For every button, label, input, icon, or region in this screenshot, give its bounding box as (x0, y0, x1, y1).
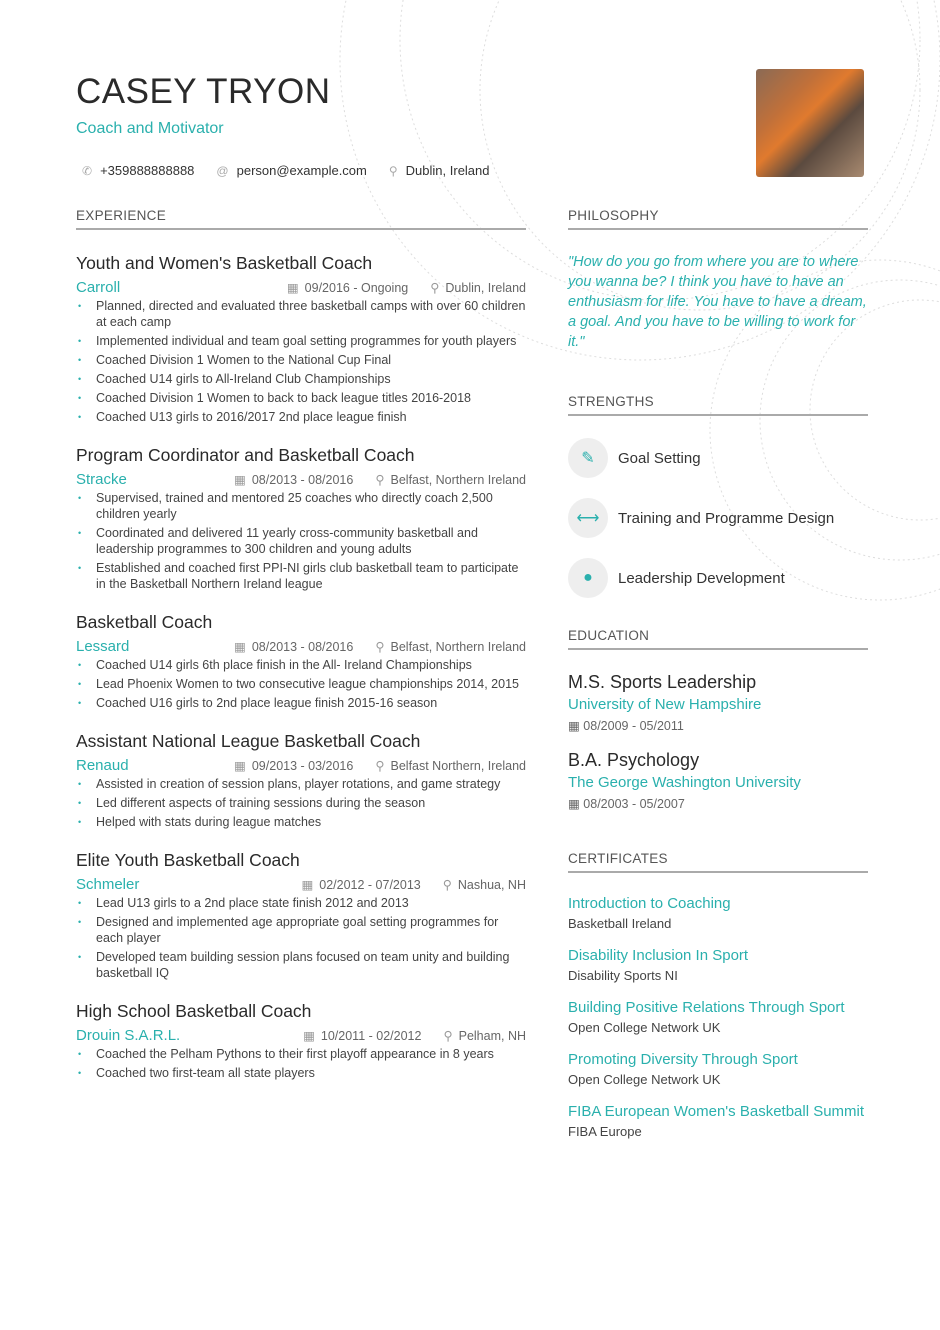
location (389, 163, 490, 178)
candidate-name: CASEY TRYON (76, 72, 331, 111)
job-location (375, 639, 526, 654)
left-column (76, 208, 526, 1100)
job-entry (76, 252, 526, 425)
bullet-item: • Established and coached first PPI-NI girls club basketball team to participate in the Basketball Northern Ireland league (76, 560, 526, 592)
bullet-item: • Coached U14 girls to All-Ireland Club Championships (76, 371, 526, 387)
job-title: Elite Youth Basketball Coach (76, 850, 300, 870)
dumbbell-icon: ⟷ (568, 498, 608, 538)
education-list (568, 672, 868, 811)
strength-label: Goal Setting (618, 449, 701, 467)
certificate-title: Building Positive Relations Through Sport (568, 999, 845, 1016)
job-bullets (76, 895, 526, 981)
profile-photo (756, 69, 864, 177)
bullet-item: • Planned, directed and evaluated three basketball camps with over 60 children at each camp (76, 298, 526, 330)
certificate-title: Disability Inclusion In Sport (568, 947, 749, 964)
company-name: Renaud (76, 756, 129, 774)
job-dates (234, 758, 353, 773)
philosophy-heading: PHILOSOPHY (568, 208, 868, 230)
strength-label: Training and Programme Design (618, 509, 835, 527)
company-name: Stracke (76, 470, 127, 488)
strength-item (568, 498, 868, 538)
job-entry (76, 444, 526, 592)
job-dates-text: 08/2013 - 08/2016 (251, 639, 354, 654)
experience-list (76, 252, 526, 1081)
job-meta-row (76, 276, 526, 298)
job-meta-row (76, 1024, 526, 1046)
job-dates (234, 472, 353, 487)
job-location-text: Nashua, NH (457, 877, 526, 892)
education-entry (568, 750, 868, 811)
bullet-item: • Coached Division 1 Women to the National Cup Final (76, 352, 526, 368)
calendar-icon: ▦ (568, 719, 584, 733)
education-dates (568, 718, 868, 733)
map-pin-icon: ⚲ (388, 164, 398, 178)
job-title: High School Basketball Coach (76, 1001, 312, 1021)
certificate-entry (568, 999, 868, 1035)
map-pin-icon: ⚲ (442, 877, 452, 892)
bullet-item: • Assisted in creation of session plans, player rotations, and game strategy (76, 776, 526, 792)
job-meta-row (76, 468, 526, 490)
job-entry (76, 611, 526, 711)
certificate-title: Introduction to Coaching (568, 895, 731, 912)
company-name: Schmeler (76, 875, 140, 893)
education-dates (568, 796, 868, 811)
education-entry (568, 672, 868, 733)
strength-item (568, 438, 868, 478)
company-name: Carroll (76, 278, 121, 296)
job-bullets (76, 1046, 526, 1081)
location-text: Dublin, Ireland (405, 163, 490, 178)
strength-item (568, 558, 868, 598)
job-meta-row (76, 754, 526, 776)
bullet-item: • Lead U13 girls to a 2nd place state finish 2012 and 2013 (76, 895, 526, 911)
bullet-item: • Supervised, trained and mentored 25 coaches who directly coach 2,500 children yearly (76, 490, 526, 522)
strength-label: Leadership Development (618, 569, 785, 587)
certificate-org: Open College Network UK (568, 1072, 721, 1087)
bullet-item: • Helped with stats during league matches (76, 814, 526, 830)
certificate-title: FIBA European Women's Basketball Summit (568, 1103, 865, 1120)
bullet-item: • Coached U13 girls to 2016/2017 2nd place league finish (76, 409, 526, 425)
job-dates-text: 09/2013 - 03/2016 (251, 758, 354, 773)
bullet-item: • Led different aspects of training sessions during the season (76, 795, 526, 811)
bullet-item: • Coached U16 girls to 2nd place league finish 2015-16 season (76, 695, 526, 711)
company-name: Lessard (76, 637, 130, 655)
email-text[interactable]: person@example.com (236, 163, 367, 178)
job-location (375, 472, 526, 487)
bullet-item: • Coached the Pelham Pythons to their first playoff appearance in 8 years (76, 1046, 526, 1062)
certificate-org: FIBA Europe (568, 1124, 642, 1139)
job-dates (303, 1028, 421, 1043)
job-bullets (76, 657, 526, 711)
map-pin-icon: ⚲ (375, 639, 385, 654)
job-location (443, 1028, 526, 1043)
school: University of New Hampshire (568, 696, 762, 713)
phone (82, 163, 194, 178)
map-pin-icon: ⚲ (375, 758, 385, 773)
job-dates-text: 09/2016 - Ongoing (304, 280, 409, 295)
experience-heading: EXPERIENCE (76, 208, 526, 230)
email[interactable] (216, 163, 366, 178)
certificates-list (568, 895, 868, 1139)
education-dates-text: 08/2009 - 05/2011 (583, 719, 684, 733)
calendar-icon: ▦ (301, 877, 314, 892)
bullet-item: • Coached two first-team all state players (76, 1065, 526, 1081)
certificate-entry (568, 895, 868, 931)
job-location-text: Pelham, NH (458, 1028, 526, 1043)
bullet-item: • Coached U14 girls 6th place finish in the All- Ireland Championships (76, 657, 526, 673)
job-entry (76, 730, 526, 830)
certificate-entry (568, 1103, 868, 1139)
job-location (375, 758, 526, 773)
certificates-heading: CERTIFICATES (568, 851, 868, 873)
contact-info (82, 163, 490, 178)
job-dates-text: 10/2011 - 02/2012 (320, 1028, 422, 1043)
job-dates (234, 639, 353, 654)
job-entry (76, 1000, 526, 1081)
certificate-org: Disability Sports NI (568, 968, 678, 983)
job-location-text: Belfast, Northern Ireland (390, 472, 526, 487)
job-bullets (76, 490, 526, 592)
job-bullets (76, 298, 526, 425)
calendar-icon: ▦ (234, 758, 246, 773)
job-title: Assistant National League Basketball Coach (76, 731, 421, 751)
certificate-entry (568, 1051, 868, 1087)
map-pin-icon: ⚲ (430, 280, 440, 295)
at-icon: @ (216, 164, 229, 178)
job-meta-row (76, 635, 526, 657)
job-dates-text: 08/2013 - 08/2016 (251, 472, 354, 487)
job-location (443, 877, 526, 892)
calendar-icon: ▦ (234, 639, 246, 654)
bullet-item: • Coordinated and delivered 11 yearly cross-community basketball and leadership programmes to 300 children and young adults (76, 525, 526, 557)
right-column (568, 208, 868, 1155)
certificate-title: Promoting Diversity Through Sport (568, 1051, 798, 1068)
phone-text: +359888888888 (100, 163, 195, 178)
job-location-text: Belfast Northern, Ireland (390, 758, 526, 773)
bullet-item: • Designed and implemented age appropriate goal setting programmes for each player (76, 914, 526, 946)
candidate-role: Coach and Motivator (76, 120, 224, 137)
head-icon: ● (568, 558, 608, 598)
job-title: Basketball Coach (76, 612, 213, 632)
map-pin-icon: ⚲ (375, 472, 385, 487)
phone-icon: ✆ (82, 164, 93, 178)
bullet-item: • Implemented individual and team goal setting programmes for youth players (76, 333, 526, 349)
degree: B.A. Psychology (568, 750, 700, 770)
certificate-org: Open College Network UK (568, 1020, 721, 1035)
job-dates (301, 877, 420, 892)
job-title: Program Coordinator and Basketball Coach (76, 445, 415, 465)
job-meta-row (76, 873, 526, 895)
philosophy-quote: "How do you go from where you are to where you wanna be? I think you have to have an enthusiasm for life. You have to have a dream, a goal. And you have to be willing to work for it." (568, 254, 867, 350)
bullet-item: • Coached Division 1 Women to back to back league titles 2016-2018 (76, 390, 526, 406)
certificate-org: Basketball Ireland (568, 916, 672, 931)
strengths-list (568, 438, 868, 598)
certificate-entry (568, 947, 868, 983)
degree: M.S. Sports Leadership (568, 672, 757, 692)
calendar-icon: ▦ (234, 472, 246, 487)
job-location-text: Dublin, Ireland (445, 280, 526, 295)
job-entry (76, 849, 526, 981)
calendar-icon: ▦ (568, 797, 584, 811)
company-name: Drouin S.A.R.L. (76, 1026, 181, 1044)
job-location-text: Belfast, Northern Ireland (390, 639, 526, 654)
school: The George Washington University (568, 774, 801, 791)
education-dates-text: 08/2003 - 05/2007 (583, 797, 685, 811)
bullet-item: • Lead Phoenix Women to two consecutive league championships 2014, 2015 (76, 676, 526, 692)
calendar-icon: ▦ (303, 1028, 315, 1043)
map-pin-icon: ⚲ (443, 1028, 453, 1043)
job-title: Youth and Women's Basketball Coach (76, 253, 373, 273)
bullet-item: • Developed team building session plans focused on team unity and building basketball IQ (76, 949, 526, 981)
strengths-heading: STRENGTHS (568, 394, 868, 416)
job-bullets (76, 776, 526, 830)
job-dates-text: 02/2012 - 07/2013 (319, 877, 421, 892)
job-location (430, 280, 526, 295)
education-heading: EDUCATION (568, 628, 868, 650)
calendar-icon: ▦ (286, 280, 299, 295)
pencil-icon: ✎ (568, 438, 608, 478)
job-dates (287, 280, 408, 295)
